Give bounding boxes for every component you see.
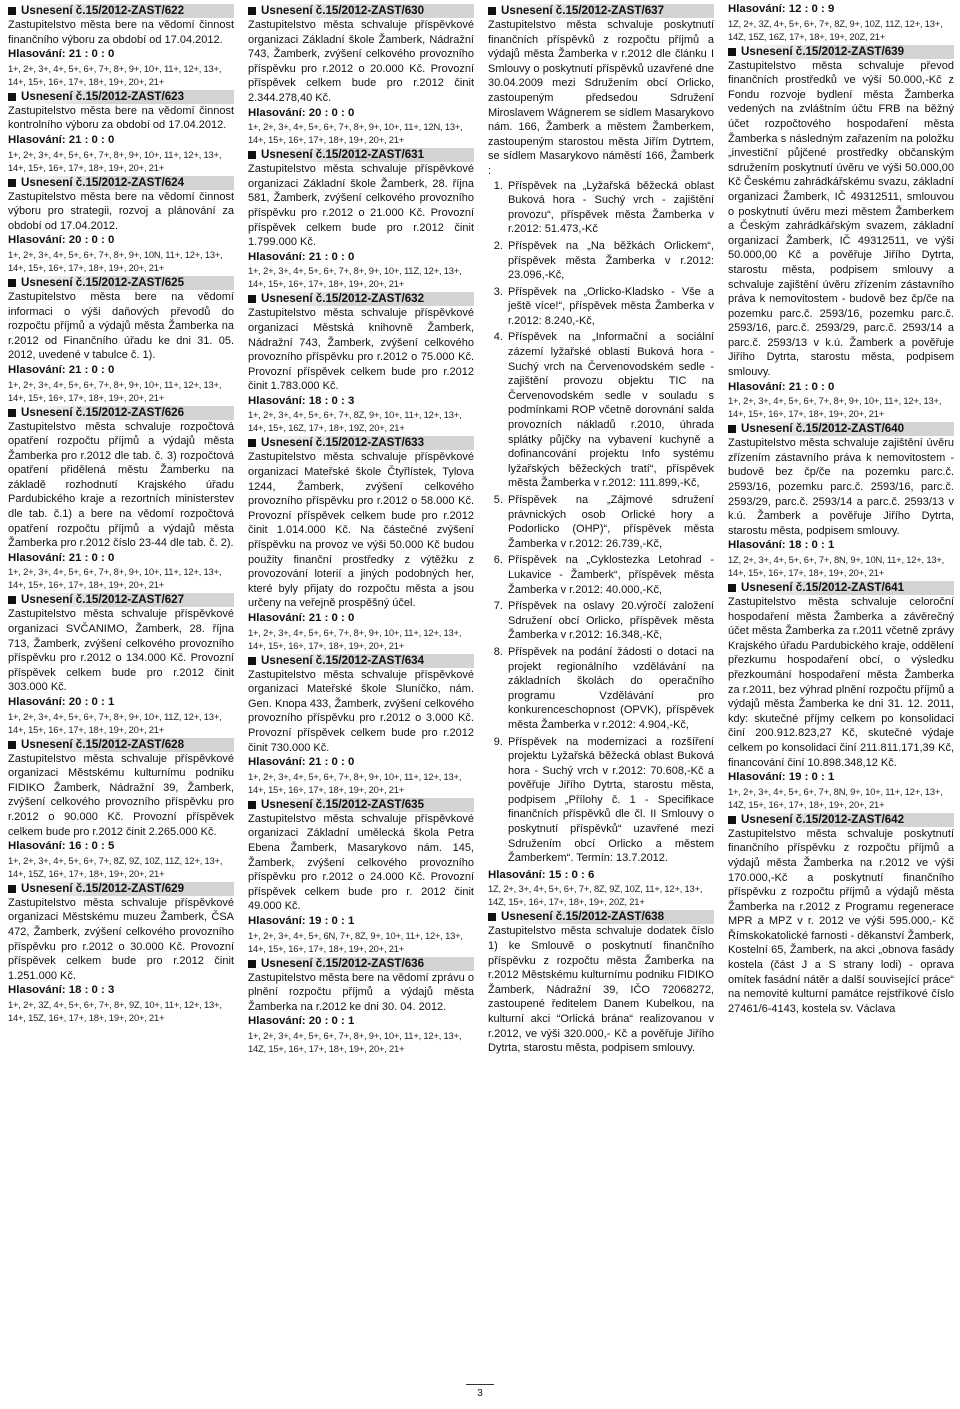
column-3 bbox=[488, 2, 714, 1387]
resolution-block bbox=[488, 4, 714, 908]
resolution-number: Usnesení č.15/2012-ZAST/642 bbox=[741, 813, 954, 827]
bullet-square-icon bbox=[248, 801, 256, 809]
resolution-header bbox=[248, 292, 474, 306]
resolution-header bbox=[728, 45, 954, 59]
resolution-text: Zastupitelstvo města schvaluje celoroční hospodaření města Žamberka a závěrečný účet města Žamberka za r.2011 včetně zprávy Krajského úřadu Pardubického kraje, oddělení přezkumu hospodaření obcí, o výsledku přezkoumání hospodaření města Žamberka za r.2011, bez výhrad plnění rozpočtu příjmů a výdajů města Žamberka ke dni 31. 12. 2011, kdy: skutečné příjmy celkem po konsolidaci činí 200.912.823,27 Kč, skutečné výdaje celkem po konsolidaci činí 211.811.171,39 Kč, financování činí 10.898.348,12 Kč. bbox=[728, 596, 954, 769]
resolution-number: Usnesení č.15/2012-ZAST/636 bbox=[261, 957, 474, 971]
resolution-text: Zastupitelstvo města schvaluje příspěvkové organizaci Mateřské škole Čtyřlístek, Tylova 1244, Žamberk, zvýšení celkového provozního příspěvku pro r.2012 o 58.000 Kč. Provozní příspěvek celkem bude pro r.2012 činit 1.014.000 Kč. Na částečné zvýšení příspěvku na provoz ve výši 50.000 Kč budou použity finanční prostředky z výtěžku z provozování loterií a jiných podobných her, které byly přijaty do rozpočtu města a jsou určeny na veřejně prospěšný účel. bbox=[248, 451, 474, 610]
vote-result: Hlasování: 21 : 0 : 0 bbox=[248, 756, 355, 769]
bullet-square-icon bbox=[728, 425, 736, 433]
resolution-number: Usnesení č.15/2012-ZAST/625 bbox=[21, 276, 234, 290]
vote-result: Hlasování: 18 : 0 : 1 bbox=[728, 539, 835, 552]
vote-result: Hlasování: 20 : 0 : 1 bbox=[248, 1015, 355, 1028]
vote-breakdown: 1+, 2+, 3+, 4+, 5+, 6+, 7+, 8+, 9+, 10+, 11+, 12+, 13+, 14+, 15+, 16+, 17+, 18+, 19+, 20+, 21+ bbox=[8, 566, 222, 591]
resolution-text: Zastupitelstvo města schvaluje příspěvkové organizaci Městskému kulturnímu podniku FIDIKO Žamberk, Nádražní 39, Žamberk, zvýšení celkového provozního příspěvku pro r.2012 o 90.000 Kč. Provozní příspěvek celkem bude pro r.2012 činit 2.265.000 Kč. bbox=[8, 752, 234, 838]
resolution-number: Usnesení č.15/2012-ZAST/641 bbox=[741, 581, 954, 595]
bullet-square-icon bbox=[8, 93, 16, 101]
vote-result: Hlasování: 21 : 0 : 0 bbox=[8, 363, 115, 376]
resolution-block bbox=[728, 813, 954, 1017]
vote-breakdown: 1+, 2+, 3+, 4+, 5+, 6+, 7+, 8+, 9+, 10+, 11Z, 12+, 13+, 14+, 15+, 16+, 17+, 18+, 19+, 20+, 21+ bbox=[248, 265, 462, 290]
resolution-text: Zastupitelstvo města schvaluje rozpočtová opatření rozpočtu příjmů a výdajů města Žamberka pro r.2012 dle tab. č. 3) rozpočtová opatření přidělená městu Žamberku na základě rozhodnutí Krajského úřadu Pardubického kraje a rezortních ministerstev dle tab. č.1) a bere na vědomí rozpočtová opatření rozpočtu příjmů a výdajů města Žamberka pro r.2012 číslo 23-44 dle tab. č. 2). bbox=[8, 420, 234, 550]
resolution-block bbox=[8, 406, 234, 592]
resolution-header bbox=[248, 654, 474, 668]
resolution-number: Usnesení č.15/2012-ZAST/622 bbox=[21, 4, 234, 18]
resolution-number: Usnesení č.15/2012-ZAST/631 bbox=[261, 148, 474, 162]
vote-breakdown: 1+, 2+, 3+, 4+, 5+, 6+, 7+, 8+, 9+, 10N, 11+, 12+, 13+, 14+, 15+, 16+, 17+, 18+, 19+, 20+, 21+ bbox=[8, 248, 223, 273]
vote-breakdown: 1+, 2+, 3+, 4+, 5+, 6+, 7+, 8Z, 9Z, 10Z, 11Z, 12+, 13+, 14+, 15Z, 16+, 17+, 18+, 19+, 20+, 21+ bbox=[8, 854, 223, 879]
resolution-block bbox=[728, 581, 954, 811]
resolution-block bbox=[728, 422, 954, 579]
bullet-square-icon bbox=[728, 584, 736, 592]
vote-result: Hlasování: 21 : 0 : 0 bbox=[248, 612, 355, 624]
resolution-number: Usnesení č.15/2012-ZAST/630 bbox=[261, 4, 474, 18]
resolution-text: Zastupitelstvo města schvaluje dodatek číslo 1) ke Smlouvě o poskytnutí finančního příspěvku z rozpočtu města Žamberka na r.2012 Městskému kulturnímu podniku FIDIKO Žamberk, Nádražní 39, IČO 72068272, zastoupené ředitelem Danem Kubelkou, na kulturní akci “Orlická brána“ realizovanou v r.2012, ve výši 320.000,- Kč a pověřuje Jiřího Dytrta, starostu města, podpisem smlouvy. bbox=[488, 925, 714, 1055]
vote-result: Hlasování: 21 : 0 : 0 bbox=[8, 48, 115, 61]
resolution-block bbox=[248, 798, 474, 955]
resolution-number: Usnesení č.15/2012-ZAST/629 bbox=[21, 882, 234, 896]
list-item: 8. Příspěvek na podání žádosti o dotaci na projekt regionálního vzdělávání na základních školách do operačního programu Vzdělávání pro konkurenceschopnost (OPVK), příspěvek města Žamberka v r.2012: 4.904,-Kč, bbox=[506, 645, 714, 733]
vote-result: Hlasování: 18 : 0 : 3 bbox=[248, 394, 355, 407]
resolution-header bbox=[8, 276, 234, 290]
vote-result: Hlasování: 18 : 0 : 3 bbox=[8, 984, 115, 997]
page-number: 3 bbox=[477, 1388, 483, 1399]
resolution-number: Usnesení č.15/2012-ZAST/638 bbox=[501, 910, 714, 924]
resolution-block bbox=[248, 436, 474, 651]
bullet-square-icon bbox=[248, 295, 256, 303]
resolution-header bbox=[728, 581, 954, 595]
resolution-number: Usnesení č.15/2012-ZAST/627 bbox=[21, 593, 234, 607]
resolution-text: Zastupitelstvo města schvaluje převod finančních prostředků ve výši 50.000,-Kč z Fondu rozvoje bydlení města Žamberka vedených na zvláštním účtu FRB na běžný účet rozpočtového hospodaření města Žamberka s následným zařazením na položku „investiční půjčené prostředky občanským sdružením poskytnutí úvěru ve výši 50.000,00 Kč Českému zahrádkářskému svazu, základní organizaci Žamberk, IČ 49312511, smlouvou o poskytnutí úvěru mezi městem Žamberkem a Českým zahrádkářským svazem, základní organizací Žamberk, IČ 49312511, ve výši 50.000,00 Kč a pověřuje Jiřího Dytrta, starostu města, podpisem smlouvy a schvaluje zajištění úvěru zřízením zástavního práva k nemovitostem - budově bez čp/če na pozemku parc.č. 2593/16, pozemku parc.č. 2593/16, parc.č. 2593/29, parc.č. 2593/14 a parc.č. 2593/13 v k.ú. Žamberk a pověřuje Jiřího Dytrta, starostu města, podpisem smlouvy. bbox=[728, 59, 954, 379]
resolution-header bbox=[8, 738, 234, 752]
resolution-number: Usnesení č.15/2012-ZAST/632 bbox=[261, 292, 474, 306]
resolution-text: Zastupitelstvo města schvaluje zajištění úvěru zřízením zástavního práva k nemovitostem - budově bez čp/če na pozemku parc.č. 2593/16, pozemku parc.č. 2593/16, parc.č. 2593/29, parc.č. 2593/14 a parc.č. 2593/13 v k.ú. Žamberk a pověřuje Jiřího Dytrta, starostu města, podpisem smlouvy. bbox=[728, 437, 954, 537]
resolution-number: Usnesení č.15/2012-ZAST/637 bbox=[501, 4, 714, 18]
bullet-square-icon bbox=[8, 409, 16, 417]
text-columns bbox=[8, 2, 954, 1387]
vote-result: Hlasování: 20 : 0 : 0 bbox=[8, 234, 115, 247]
resolution-text: Zastupitelstvo města schvaluje příspěvkové organizaci Základní škole Žamberk, 28. října 581, Žamberk, zvýšení celkového provozního příspěvku pro r.2012 o 21.000 Kč. Provozní příspěvek celkem bude pro r.2012 činit 1.799.000 Kč. bbox=[248, 163, 474, 249]
resolution-header bbox=[248, 4, 474, 18]
resolution-text: Zastupitelstvo města schvaluje poskytnutí finančních příspěvků z rozpočtu příjmů a výdajů města Žamberka v r.2012 dle článku I Smlouvy o poskytnutí příspěvků uzavřené dne 30.04.2009 mezi Sdružením obcí Orlicko, zastoupeným předsedou Sdružení Miroslavem Wágnerem se sídlem Masarykovo nám. 166, Žamberk a městem Žamberkem, zastoupeným starostou města Jiřím Dytrtem, se sídlem Masarykovo náměstí 166, Žamberk : bbox=[488, 19, 714, 177]
vote-result: Hlasování: 20 : 0 : 0 bbox=[248, 106, 355, 119]
bullet-square-icon bbox=[488, 7, 496, 15]
bullet-square-icon bbox=[8, 741, 16, 749]
resolution-text: Zastupitelstvo města schvaluje příspěvkové organizaci SVČANIMO, Žamberk, 28. října 713, Žamberk, zvýšení celkového provozního příspěvku pro r.2012 o 134.000 Kč. Provozní příspěvek celkem bude pro r.2012 činit 303.000 Kč. bbox=[8, 608, 234, 694]
resolution-number: Usnesení č.15/2012-ZAST/634 bbox=[261, 654, 474, 668]
resolution-number: Usnesení č.15/2012-ZAST/623 bbox=[21, 90, 234, 104]
resolution-text: Zastupitelstvo města schvaluje příspěvkové organizaci Městská knihovně Žamberk, Nádražní 743, Žamberk, zvýšení celkového provozního příspěvku pro r.2012 o 75.000 Kč. Provozní příspěvek celkem bude pro r.2012 činit 1.783.000 Kč. bbox=[248, 307, 474, 393]
resolution-number: Usnesení č.15/2012-ZAST/626 bbox=[21, 406, 234, 420]
list-item: 1. Příspěvek na „Lyžařská běžecká oblast Buková hora - Suchý vrch - zajištění provozu“, příspěvek města Žamberka v r.2012: 51.473,-Kč bbox=[506, 179, 714, 237]
vote-result: Hlasování: 15 : 0 : 6 bbox=[488, 868, 595, 881]
resolution-number: Usnesení č.15/2012-ZAST/639 bbox=[741, 45, 954, 59]
resolution-header bbox=[248, 957, 474, 971]
vote-breakdown: 1+, 2+, 3+, 4+, 5+, 6+, 7+, 8+, 9+, 10+, 11+, 12N, 13+, 14+, 15+, 16+, 17+, 18+, 19+, 20+, 21+ bbox=[248, 121, 463, 146]
bullet-square-icon bbox=[8, 279, 16, 287]
bullet-square-icon bbox=[248, 960, 256, 968]
resolution-header bbox=[8, 176, 234, 190]
vote-result: Hlasování: 21 : 0 : 0 bbox=[8, 133, 115, 146]
resolution-text: Zastupitelstvo města schvaluje příspěvkové organizaci Základní škole Žamberk, Nádražní 743, Žamberk, zvýšení celkového provozního příspěvku pro r.2012 o 20.000 Kč. Provozní příspěvek celkem bude pro r.2012 činit 2.344.278,40 Kč. bbox=[248, 19, 474, 104]
vote-breakdown: 1+, 2+, 3+, 4+, 5+, 6+, 7+, 8+, 9+, 10+, 11+, 12+, 13+, 14+, 15+, 16+, 17+, 18+, 19+, 20+, 21+ bbox=[248, 626, 462, 651]
resolution-text: Zastupitelstvo města schvaluje příspěvkové organizaci Základní umělecká škola Petra Ebena Žamberk, Masarykovo nám. 145, Žamberk, zvýšení celkového provozního příspěvku pro r.2012 o 24.000 Kč. Provozní příspěvek celkem bude pro r. 2012 činit 49.000 Kč. bbox=[248, 812, 474, 913]
resolution-block bbox=[728, 45, 954, 421]
resolution-text: Zastupitelstvo města schvaluje poskytnutí finančního příspěvku z rozpočtu příjmů a výdajů města Žamberka na r.2012 ve výši 170.000,-Kč a poskytnutí finančního příspěvku z rozpočtu příjmů a výdajů města Žamberka na r.2012 z Programu regenerace MPR a MPZ v r. 2012 ve výši 595.000,- Kč Římskokatolické farnosti - děkanství Žamberk, Kostelní 65, Žamberk, na akci „obnova fasády kostela (část J a S strany lodi) - oprava omítek fasádní nátěr a další související práce“ na nemovité kulturní památce rejstříkové číslo 27461/6-4143, kostela sv. Václava bbox=[728, 827, 954, 1015]
resolution-number: Usnesení č.15/2012-ZAST/633 bbox=[261, 436, 474, 450]
vote-result: Hlasování: 21 : 0 : 0 bbox=[728, 380, 835, 393]
resolution-header bbox=[248, 436, 474, 450]
resolution-block bbox=[8, 90, 234, 174]
resolution-header bbox=[8, 90, 234, 104]
vote-breakdown: 1+, 2+, 3+, 4+, 5+, 6N, 7+, 8Z, 9+, 10+, 11+, 12+, 13+, 14+, 15+, 16+, 17+, 18+, 19+, 20+, 21+ bbox=[248, 929, 463, 954]
vote-breakdown: 1+, 2+, 3+, 4+, 5+, 6+, 7+, 8+, 9+, 10+, 11+, 12+, 13+, 14Z, 15+, 16+, 17+, 18+, 19+, 20+, 21+ bbox=[248, 1029, 462, 1054]
resolution-text: Zastupitelstvo města bere na vědomí činnost výboru pro strategii, rozvoj a plánování za období od 17.04.2012. bbox=[8, 190, 234, 232]
vote-breakdown: 1Z, 2+, 3Z, 4+, 5+, 6+, 7+, 8Z, 9+, 10Z, 11Z, 12+, 13+, 14Z, 15Z, 16Z, 17+, 18+, 19+, 20Z, 21+ bbox=[728, 17, 943, 42]
vote-breakdown: 1+, 2+, 3+, 4+, 5+, 6+, 7+, 8N, 9+, 10+, 11+, 12+, 13+, 14Z, 15+, 16+, 17+, 18+, 19+, 20+, 21+ bbox=[728, 785, 943, 810]
vote-breakdown: 1Z, 2+, 3+, 4+, 5+, 6+, 7+, 8N, 9+, 10N, 11+, 12+, 13+, 14+, 15+, 16+, 17+, 18+, 19+, 20+, 21+ bbox=[728, 554, 945, 578]
list-item: 2. Příspěvek na „Na běžkách Orlickem“, příspěvek města Žamberka v r.2012: 23.096,-Kč, bbox=[506, 239, 714, 283]
resolution-text: Zastupitelstvo města bere na vědomí informaci o výši daňových převodů do rozpočtu příjmů a výdajů města Žamberka na r.2012 od Finančního úřadu ke dni 31. 05. 2012, uvedené v tabulce č. 1). bbox=[8, 290, 234, 362]
resolution-block bbox=[248, 957, 474, 1055]
resolution-block bbox=[728, 2, 954, 43]
bullet-square-icon bbox=[248, 7, 256, 15]
resolution-number: Usnesení č.15/2012-ZAST/624 bbox=[21, 176, 234, 190]
resolution-header bbox=[8, 406, 234, 420]
column-4 bbox=[728, 2, 954, 1387]
column-2 bbox=[248, 2, 474, 1387]
vote-breakdown: 1+, 2+, 3+, 4+, 5+, 6+, 7+, 8+, 9+, 10+, 11+, 12+, 13+, 14+, 15+, 16+, 17+, 18+, 19+, 20+, 21+ bbox=[728, 395, 942, 420]
resolution-header bbox=[8, 593, 234, 607]
bullet-square-icon bbox=[8, 596, 16, 604]
resolution-text: Zastupitelstvo města bere na vědomí činnost finančního výboru za období od 17.04.2012. bbox=[8, 19, 234, 46]
list-item: 7. Příspěvek na oslavy 20.výročí založení Sdružení obcí Orlicko, příspěvek města Žamberka v r.2012: 16.348,-Kč, bbox=[506, 599, 714, 643]
resolution-header bbox=[488, 910, 714, 924]
vote-breakdown: 1+, 2+, 3+, 4+, 5+, 6+, 7+, 8+, 9+, 10+, 11+, 12+, 13+, 14+, 15+, 16+, 17+, 18+, 19+, 20+, 21+ bbox=[8, 62, 222, 87]
vote-result: Hlasování: 16 : 0 : 5 bbox=[8, 840, 115, 853]
vote-breakdown: 1+, 2+, 3+, 4+, 5+, 6+, 7+, 8+, 9+, 10+, 11+, 12+, 13+, 14+, 15+, 16+, 17+, 18+, 19+, 20+, 21+ bbox=[248, 770, 462, 795]
vote-breakdown: 1+, 2+, 3+, 4+, 5+, 6+, 7+, 8+, 9+, 10+, 11+, 12+, 13+, 14+, 15+, 16+, 17+, 18+, 19+, 20+, 21+ bbox=[8, 148, 222, 173]
resolution-header bbox=[8, 882, 234, 896]
vote-result: Hlasování: 21 : 0 : 0 bbox=[8, 551, 115, 564]
resolution-header bbox=[728, 422, 954, 436]
resolution-block bbox=[248, 654, 474, 796]
resolution-block bbox=[248, 292, 474, 434]
contribution-list bbox=[488, 179, 714, 866]
resolution-block bbox=[248, 4, 474, 146]
resolution-text: Zastupitelstvo města bere na vědomí činnost kontrolního výboru za období od 17.04.2012. bbox=[8, 104, 234, 132]
vote-result: Hlasování: 19 : 0 : 1 bbox=[728, 771, 835, 784]
page-number-rule bbox=[466, 1384, 494, 1385]
column-1 bbox=[8, 2, 234, 1387]
resolution-block bbox=[8, 738, 234, 880]
bullet-square-icon bbox=[488, 913, 496, 921]
vote-result: Hlasování: 12 : 0 : 9 bbox=[728, 3, 835, 15]
bullet-square-icon bbox=[8, 885, 16, 893]
bullet-square-icon bbox=[8, 7, 16, 15]
bullet-square-icon bbox=[248, 657, 256, 665]
resolution-text: Zastupitelstvo města schvaluje příspěvkové organizaci Mateřské škole Sluníčko, nám. Gen. Knopa 433, Žamberk, zvýšení celkového provozního příspěvku pro r.2012 o 3.000 Kč. Provozní příspěvek celkem bude pro r.2012 činit 730.000 Kč. bbox=[248, 668, 474, 754]
resolution-block bbox=[8, 882, 234, 1024]
resolution-block bbox=[488, 910, 714, 1055]
bullet-square-icon bbox=[248, 439, 256, 447]
resolution-number: Usnesení č.15/2012-ZAST/635 bbox=[261, 798, 474, 812]
vote-result: Hlasování: 20 : 0 : 1 bbox=[8, 696, 115, 708]
bullet-square-icon bbox=[248, 151, 256, 159]
resolution-block bbox=[8, 593, 234, 735]
vote-breakdown: 1+, 2+, 3+, 4+, 5+, 6+, 7+, 8Z, 9+, 10+, 11+, 12+, 13+, 14+, 15+, 16Z, 17+, 18+, 19Z, 20+, 21+ bbox=[248, 409, 462, 434]
bullet-square-icon bbox=[728, 816, 736, 824]
resolution-header bbox=[728, 813, 954, 827]
list-item: 9. Příspěvek na modernizaci a rozšíření projektu Lyžařská běžecká oblast Buková hora - Suchý vrch v r.2012: 70.608,-Kč a pověřuje Jiřího Dytrta, starostu města, podpisem „Přílohy č. 1 - Specifikace finančních příspěvků dle čl. II Smlouvy o poskytnutí příspěvků“ uzavřené mezi Sdružením obcí Orlicko a městem Žamberkem“. Termín: 13.7.2012. bbox=[506, 735, 714, 866]
vote-result: Hlasování: 21 : 0 : 0 bbox=[248, 250, 355, 263]
resolution-block bbox=[8, 4, 234, 88]
list-item: 3. Příspěvek na „Orlicko-Kladsko - Vše a ještě více!“, příspěvek města Žamberka v r.2012: 8.240,-Kč, bbox=[506, 285, 714, 329]
bullet-square-icon bbox=[728, 48, 736, 56]
resolution-block bbox=[248, 148, 474, 290]
vote-result: Hlasování: 19 : 0 : 1 bbox=[248, 914, 355, 927]
vote-breakdown: 1Z, 2+, 3+, 4+, 5+, 6+, 7+, 8Z, 9Z, 10Z, 11+, 12+, 13+, 14Z, 15+, 16+, 17+, 18+, 19+, 20Z, 21+ bbox=[488, 883, 703, 908]
resolution-text: Zastupitelstvo města bere na vědomí zprávu o plnění rozpočtu příjmů a výdajů města Žamberka na r.2012 ke dni 30. 04. 2012. bbox=[248, 971, 474, 1013]
list-item: 5. Příspěvek na „Zájmové sdružení právnických osob Orlické hory a Podorlicko (OHP)“, příspěvek města Žamberka v r.2012: 26.739,-Kč, bbox=[506, 493, 714, 551]
list-item: 6. Příspěvek na „Cyklostezka Letohrad - Lukavice - Žamberk“, příspěvek města Žamberka v r.2012: 40.000,-Kč, bbox=[506, 553, 714, 597]
resolution-header bbox=[248, 148, 474, 162]
resolution-header bbox=[488, 4, 714, 18]
bullet-square-icon bbox=[8, 179, 16, 187]
vote-breakdown: 1+, 2+, 3+, 4+, 5+, 6+, 7+, 8+, 9+, 10+, 11+, 12+, 13+, 14+, 15+, 16+, 17+, 18+, 19+, 20+, 21+ bbox=[8, 378, 222, 403]
resolution-header bbox=[8, 4, 234, 18]
resolution-text: Zastupitelstvo města schvaluje příspěvkové organizaci Městskému muzeu Žamberk, ČSA 472, Žamberk, zvýšení celkového provozního příspěvku pro r.2012 o 30.000 Kč. Provozní příspěvek celkem bude pro r.2012 činit 1.251.000 Kč. bbox=[8, 896, 234, 982]
vote-breakdown: 1+, 2+, 3Z, 4+, 5+, 6+, 7+, 8+, 9Z, 10+, 11+, 12+, 13+, 14+, 15Z, 16+, 17+, 18+, 19+, 20+, 21+ bbox=[8, 998, 222, 1023]
resolution-number: Usnesení č.15/2012-ZAST/628 bbox=[21, 738, 234, 752]
resolution-block bbox=[8, 276, 234, 404]
vote-breakdown: 1+, 2+, 3+, 4+, 5+, 6+, 7+, 8+, 9+, 10+, 11Z, 12+, 13+, 14+, 15+, 16+, 17+, 18+, 19+, 20+, 21+ bbox=[8, 710, 222, 735]
resolution-block bbox=[8, 176, 234, 274]
resolution-number: Usnesení č.15/2012-ZAST/640 bbox=[741, 422, 954, 436]
list-item: 4. Příspěvek na „Informační a sociální zázemí lyžařské oblasti Buková hora - Suchý vrch na Červenovodském sedle - zajištění provozu objektu TIC na Červenovodském sedle v souladu s podmínkami ROP včetně dorovnání salda provozních nákladů r.2010, úhrada splátky půjčky na vybavení kuchyně a dofinancování projektu Info systému lyžařských běžeckých tratí“, příspěvek města Žamberka v r.2012: 111.899,-Kč, bbox=[506, 330, 714, 491]
resolution-header bbox=[248, 798, 474, 812]
